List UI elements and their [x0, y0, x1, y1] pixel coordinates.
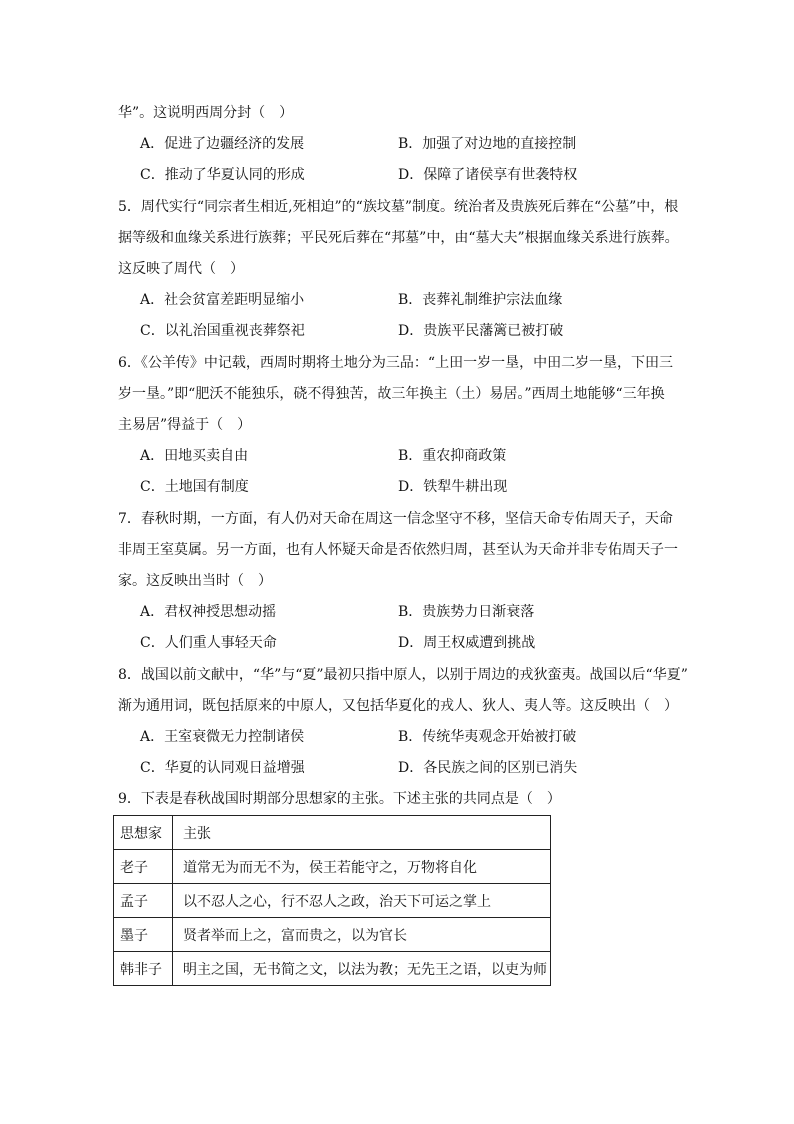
- q5-stem-line-2: 据等级和血缘关系进行族葬；平民死后葬在“邦墓”中，由“墓大夫”根据血缘关系进行族葬。: [118, 230, 679, 246]
- table-header-row: [114, 816, 551, 850]
- table-header-thinker: 思想家: [114, 816, 173, 850]
- table-row: [114, 952, 551, 986]
- table-row: [114, 918, 551, 952]
- table-cell-proposition: 明主之国，无书简之文，以法为教；无先王之语，以吏为师: [173, 952, 551, 986]
- q7-stem-line-3: 家。这反映出当时（ ）: [118, 573, 272, 589]
- q8-option-c: C．华夏的认同观日益增强: [140, 760, 305, 776]
- q8-option-a: A．王室衰微无力控制诸侯: [140, 729, 305, 745]
- q6-option-d: D．铁犁牛耕出现: [398, 479, 508, 495]
- table-cell-proposition: 道常无为而无不为，侯王若能守之，万物将自化: [173, 850, 551, 884]
- q5-option-d: D．贵族平民藩篱已被打破: [398, 323, 564, 339]
- q7-option-c: C．人们重人事轻天命: [140, 635, 277, 651]
- q8-stem-line-2: 渐为通用词，既包括原来的中原人，又包括华夏化的戎人、狄人、夷人等。这反映出（ ）: [118, 698, 678, 714]
- table-row: [114, 884, 551, 918]
- q8-option-b: B．传统华夷观念开始被打破: [398, 729, 577, 745]
- q7-option-d: D．周王权威遭到挑战: [398, 635, 536, 651]
- q8-stem-line-1: 8．战国以前文献中，“华”与“夏”最初只指中原人，以别于周边的戎狄蛮夷。战国以后“华夏”: [118, 667, 688, 683]
- q6-option-c: C．土地国有制度: [140, 479, 249, 495]
- table-header-proposition: 主张: [173, 816, 551, 850]
- q7-option-b: B．贵族势力日渐衰落: [398, 604, 535, 620]
- q7-option-a: A．君权神授思想动摇: [140, 604, 277, 620]
- q4-option-a: A．促进了边疆经济的发展: [140, 136, 305, 152]
- q5-stem-line-1: 5．周代实行“同宗者生相近,死相迫”的“族坟墓”制度。统治者及贵族死后葬在“公墓”中，根: [118, 199, 679, 215]
- q4-stem-tail: 华”。这说明西周分封（ ）: [118, 105, 294, 121]
- q6-option-a: A．田地买卖自由: [140, 448, 249, 464]
- q9-stem: 9．下表是春秋战国时期部分思想家的主张。下述主张的共同点是（ ）: [118, 791, 561, 807]
- q4-option-b: B．加强了对边地的直接控制: [398, 136, 577, 152]
- table-cell-proposition: 以不忍人之心，行不忍人之政，治天下可运之掌上: [173, 884, 551, 918]
- q5-stem-line-3: 这反映了周代（ ）: [118, 261, 244, 277]
- q8-option-d: D．各民族之间的区别已消失: [398, 760, 578, 776]
- table-cell-thinker: 孟子: [114, 884, 173, 918]
- table-cell-thinker: 老子: [114, 850, 173, 884]
- q6-stem-line-1: 6．《公羊传》中记载，西周时期将土地分为三品：“上田一岁一垦，中田二岁一垦，下田三: [118, 355, 674, 371]
- q7-stem-line-2: 非周王室莫属。另一方面，也有人怀疑天命是否依然归周，甚至认为天命并非专佑周天子一: [118, 542, 678, 558]
- q5-option-c: C．以礼治国重视丧葬祭祀: [140, 323, 305, 339]
- q6-stem-line-3: 主易居”得益于（ ）: [118, 417, 252, 433]
- table-cell-thinker: 墨子: [114, 918, 173, 952]
- q4-option-d: D．保障了诸侯享有世袭特权: [398, 167, 578, 183]
- q4-option-c: C．推动了华夏认同的形成: [140, 167, 305, 183]
- q5-option-b: B．丧葬礼制维护宗法血缘: [398, 292, 563, 308]
- table-row: [114, 850, 551, 884]
- thinkers-table: [113, 815, 551, 986]
- q7-stem-line-1: 7．春秋时期，一方面，有人仍对天命在周这一信念坚守不移，坚信天命专佑周天子，天命: [118, 511, 673, 527]
- q6-option-b: B．重农抑商政策: [398, 448, 507, 464]
- q6-stem-line-2: 岁一垦。”即“肥沃不能独乐，硗不得独苦，故三年换主（土）易居。”西周土地能够“三年换: [118, 386, 665, 402]
- q5-option-a: A．社会贫富差距明显缩小: [140, 292, 305, 308]
- table-cell-proposition: 贤者举而上之，富而贵之，以为官长: [173, 918, 551, 952]
- table-cell-thinker: 韩非子: [114, 952, 173, 986]
